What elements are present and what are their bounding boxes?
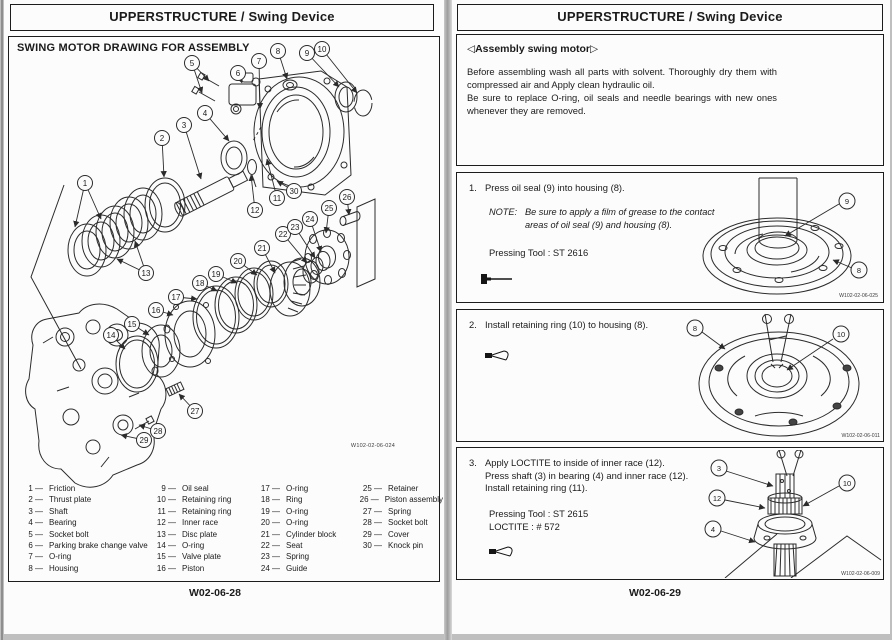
right-page-title: UPPERSTRUCTURE / Swing Device: [557, 9, 783, 24]
part-item: [152, 529, 256, 540]
svg-text:13: 13: [141, 268, 151, 278]
note-label: NOTE:: [489, 207, 518, 217]
part-item: [19, 551, 152, 562]
svg-text:23: 23: [290, 222, 300, 232]
part-number: 14 —: [156, 541, 176, 551]
figure-code-main: W102-02-06-024: [350, 443, 395, 449]
fig2-callout-8: 8: [692, 323, 698, 333]
part-number: 18 —: [260, 495, 280, 505]
assembly-intro-box: [456, 34, 884, 166]
part-number: 11 —: [157, 506, 176, 516]
part-item: [152, 517, 256, 528]
drawing-section-title: SWING MOTOR DRAWING FOR ASSEMBLY: [17, 42, 250, 54]
part-number: 8 —: [28, 563, 43, 573]
part-name: Socket bolt: [388, 518, 428, 528]
svg-text:1: 1: [82, 178, 88, 188]
svg-text:5: 5: [189, 58, 195, 68]
part-name: O-ring: [286, 484, 309, 493]
part-name: Oil seal: [182, 484, 209, 493]
part-item: [256, 494, 358, 505]
part-number: 15 —: [156, 552, 176, 562]
right-header-box: [457, 4, 883, 31]
fig3-code: W102-02-06-009: [841, 571, 880, 577]
svg-text:29: 29: [139, 435, 149, 445]
left-page: [4, 0, 444, 634]
part-number: 16 —: [156, 563, 176, 573]
part-number: 3 —: [28, 506, 43, 516]
part-item: [19, 506, 152, 517]
part-number: 27 —: [362, 506, 382, 516]
step-2-head: [469, 319, 648, 332]
part-name: Inner race: [182, 518, 219, 528]
svg-text:28: 28: [153, 426, 163, 436]
step-1-text: Press oil seal (9) into housing (8).: [485, 182, 625, 193]
part-item: [256, 483, 358, 494]
step-2-number: 2.: [469, 319, 477, 330]
part-name: Friction: [49, 484, 76, 493]
part-item: [19, 494, 152, 505]
part-name: Retaining ring: [182, 506, 232, 516]
part-name: Valve plate: [182, 552, 221, 562]
svg-text:27: 27: [190, 406, 200, 416]
svg-text:2: 2: [159, 133, 165, 143]
svg-text:17: 17: [171, 292, 181, 302]
exploded-callouts: [75, 42, 357, 448]
step-3-line-3: Install retaining ring (11).: [485, 482, 588, 493]
svg-text:30: 30: [289, 186, 299, 196]
part-number: 30 —: [362, 541, 382, 551]
part-number: 26 —: [359, 495, 379, 505]
svg-text:19: 19: [211, 269, 221, 279]
svg-text:18: 18: [195, 278, 205, 288]
step-2-box: [456, 309, 884, 442]
part-number: 17 —: [260, 484, 280, 493]
part-name: O-ring: [286, 518, 309, 528]
left-page-title: UPPERSTRUCTURE / Swing Device: [109, 9, 335, 24]
swing-motor-drawing-box: [8, 36, 443, 582]
step-1-head: [469, 182, 625, 195]
parts-list: [19, 483, 443, 574]
part-name: O-ring: [182, 541, 205, 551]
svg-text:10: 10: [317, 44, 327, 54]
part-item: [152, 563, 256, 574]
assembly-intro-text: [467, 65, 777, 117]
part-item: [256, 540, 358, 551]
part-name: Piston assembly: [384, 495, 443, 505]
part-item: [358, 529, 443, 540]
part-item: [152, 540, 256, 551]
part-name: Shaft: [49, 506, 68, 516]
step-1-note: [489, 206, 719, 231]
part-name: Ring: [286, 495, 303, 505]
part-name: Retainer: [388, 484, 419, 493]
svg-text:6: 6: [235, 68, 241, 78]
page-gutter: [444, 0, 452, 640]
left-header-box: [10, 4, 434, 31]
step-3-tool-2: LOCTITE : # 572: [489, 521, 560, 532]
part-item: [19, 563, 152, 574]
svg-text:4: 4: [202, 108, 208, 118]
fig3-callout-12: 12: [712, 493, 722, 503]
part-name: Thrust plate: [49, 495, 92, 505]
step-1-box: [456, 172, 884, 303]
svg-text:20: 20: [233, 256, 243, 266]
svg-text:24: 24: [305, 214, 315, 224]
binder-spine: [1, 0, 3, 640]
step-1-tool: Pressing Tool : ST 2616: [489, 247, 589, 258]
part-item: [19, 529, 152, 540]
svg-text:8: 8: [275, 46, 281, 56]
part-number: 21 —: [260, 529, 280, 539]
parts-column-3: [256, 483, 358, 574]
part-item: [358, 483, 443, 494]
part-number: 24 —: [260, 563, 280, 573]
part-number: 22 —: [260, 541, 280, 551]
part-number: 23 —: [260, 552, 280, 562]
step-2-text: Install retaining ring (10) to housing (8).: [485, 319, 649, 330]
press-tool-icon: [479, 271, 515, 287]
part-name: Piston: [182, 563, 205, 573]
part-item: [256, 551, 358, 562]
fig3-callout-10: 10: [842, 478, 852, 488]
step-3-box: [456, 447, 884, 580]
part-number: 4 —: [28, 518, 43, 528]
part-number: 6 —: [28, 541, 43, 551]
fig2-code: W102-02-06-011: [841, 433, 880, 439]
part-item: [256, 529, 358, 540]
part-item: [358, 494, 443, 505]
part-name: Cylinder block: [286, 529, 337, 539]
part-number: 2 —: [28, 495, 43, 505]
part-name: Socket bolt: [49, 529, 89, 539]
part-number: 1 —: [28, 484, 43, 493]
part-item: [152, 506, 256, 517]
part-number: 25 —: [362, 484, 382, 493]
svg-text:26: 26: [342, 192, 352, 202]
part-name: Spring: [388, 506, 412, 516]
part-item: [152, 483, 256, 494]
part-name: O-ring: [286, 506, 309, 516]
fig1-callout-8: 8: [856, 265, 862, 275]
intro-paragraph-1: Before assembling wash all parts with solvent. Thoroughly dry them with compressed air and Apply clean hydraulic oil.: [467, 66, 777, 90]
part-item: [358, 517, 443, 528]
step-3-line-1: Apply LOCTITE to inside of inner race (12).: [485, 457, 665, 468]
part-number: 7 —: [28, 552, 43, 562]
svg-text:14: 14: [106, 330, 116, 340]
step-3-number: 3.: [469, 457, 477, 468]
step-3-head: [469, 457, 688, 495]
part-number: 10 —: [156, 495, 176, 505]
part-number: 5 —: [28, 529, 43, 539]
part-item: [358, 540, 443, 551]
part-name: Guide: [286, 563, 308, 573]
fig1-code: W102-02-06-025: [839, 293, 878, 299]
right-page: [452, 0, 890, 634]
svg-text:21: 21: [257, 243, 267, 253]
note-text: Be sure to apply a film of grease to the contact areas of oil seal (9) and housing (8).: [525, 207, 715, 230]
snap-ring-pliers-icon: [487, 544, 523, 560]
fig2-callout-10: 10: [836, 329, 846, 339]
left-page-number: W02-06-28: [189, 587, 241, 599]
part-name: Housing: [49, 563, 79, 573]
part-name: Spring: [286, 552, 310, 562]
part-name: O-ring: [49, 552, 72, 562]
svg-text:9: 9: [304, 48, 310, 58]
part-number: 13 —: [156, 529, 176, 539]
part-item: [152, 494, 256, 505]
part-item: [19, 483, 152, 494]
part-name: Seat: [286, 541, 303, 551]
part-number: 28 —: [362, 518, 382, 528]
svg-text:16: 16: [151, 305, 161, 315]
svg-text:25: 25: [324, 203, 334, 213]
step-1-number: 1.: [469, 182, 477, 193]
assembly-heading: ◁Assembly swing motor▷: [467, 43, 599, 55]
right-page-number: W02-06-29: [629, 587, 681, 599]
svg-text:11: 11: [272, 193, 282, 203]
part-number: 29 —: [362, 529, 382, 539]
parts-column-1: [19, 483, 152, 574]
svg-text:15: 15: [127, 319, 137, 329]
fig1-callout-9: 9: [844, 196, 850, 206]
part-number: 19 —: [260, 506, 280, 516]
part-number: 9 —: [161, 484, 176, 493]
part-number: 12 —: [156, 518, 176, 528]
step-1-figure: [689, 176, 881, 300]
svg-text:12: 12: [250, 205, 260, 215]
svg-text:3: 3: [181, 120, 187, 130]
part-item: [358, 506, 443, 517]
step-3-figure: [695, 450, 883, 578]
part-name: Parking brake change valve: [49, 541, 148, 551]
part-item: [19, 517, 152, 528]
parts-column-4: [358, 483, 443, 574]
svg-text:22: 22: [278, 229, 288, 239]
part-item: [256, 563, 358, 574]
step-3-tool-1: Pressing Tool : ST 2615: [489, 508, 589, 519]
snap-ring-pliers-icon: [483, 348, 519, 364]
part-name: Knock pin: [388, 541, 424, 551]
intro-paragraph-2: Be sure to replace O-ring, oil seals and needle bearings with new ones whenever they are removed.: [467, 92, 777, 116]
step-3-line-2: Press shaft (3) in bearing (4) and inner race (12).: [485, 469, 689, 481]
part-name: Bearing: [49, 518, 77, 528]
fig3-callout-4: 4: [710, 524, 716, 534]
fig3-callout-3: 3: [716, 463, 722, 473]
part-item: [19, 540, 152, 551]
part-name: Retaining ring: [182, 495, 232, 505]
part-item: [256, 506, 358, 517]
svg-text:7: 7: [256, 56, 262, 66]
part-name: Cover: [388, 529, 410, 539]
part-item: [256, 517, 358, 528]
step-2-figure: [685, 312, 883, 440]
part-name: Disc plate: [182, 529, 218, 539]
parts-column-2: [152, 483, 256, 574]
part-item: [152, 551, 256, 562]
part-number: 20 —: [260, 518, 280, 528]
step-3-lines: [485, 457, 688, 495]
